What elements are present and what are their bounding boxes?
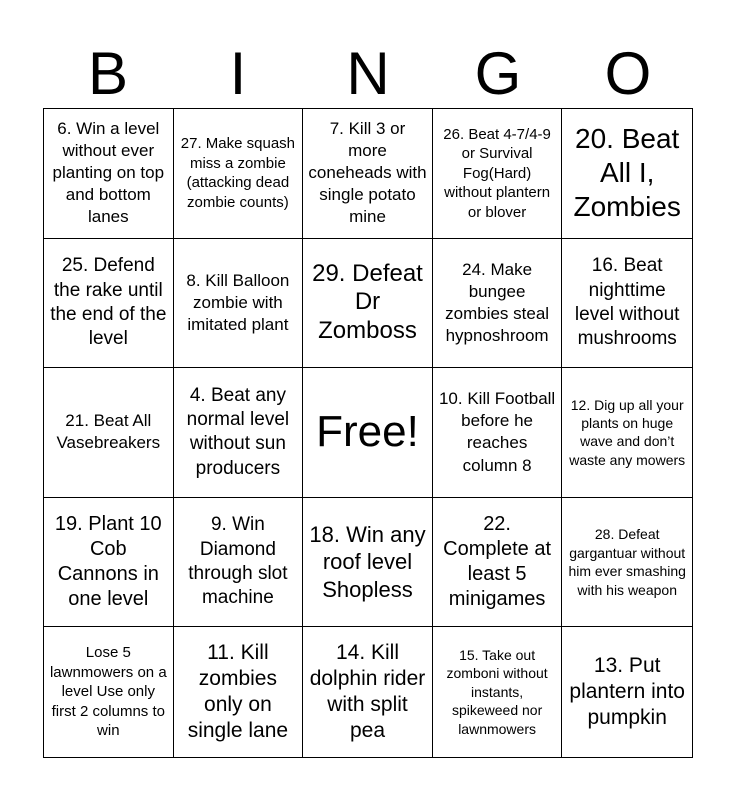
cell-text: 15. Take out zomboni without instants, spikeweed nor lawnmowers [446,647,548,737]
cell-text: 27. Make squash miss a zombie (attacking dead zombie counts) [180,135,296,211]
cell-text: 18. Win any roof level Shopless [309,522,426,602]
cell-text: Lose 5 lawnmowers on a level Use only first 2 columns to win [49,644,167,740]
bingo-cell[interactable] [433,498,563,628]
bingo-cell[interactable] [174,239,304,369]
cell-text: 16. Beat nighttime level without mushrooms [574,255,680,350]
bingo-board [43,108,693,758]
cell-text: 19. Plant 10 Cob Cannons in one level [54,512,162,611]
cell-text: 25. Defend the rake until the end of the level [50,255,167,350]
bingo-cell[interactable] [562,627,692,757]
cell-text: 29. Defeat Dr Zomboss [312,259,423,345]
header-letter-i: I [229,40,247,107]
bingo-cell[interactable] [174,627,304,757]
free-space-text: Free! [316,407,419,457]
cell-text: 4. Beat any normal level without sun producers [186,384,290,479]
bingo-cell[interactable] [433,627,563,757]
cell-text: 28. Defeat gargantuar without him ever smashing with his weapon [568,526,686,598]
cell-text: 8. Kill Balloon zombie with imitated plant [186,270,290,334]
bingo-cell[interactable] [44,368,174,498]
bingo-cell[interactable] [562,109,692,239]
bingo-cell[interactable] [303,239,433,369]
bingo-cell[interactable] [44,498,174,628]
cell-text: 6. Win a level without ever planting on top and bottom lanes [52,119,165,227]
bingo-cell[interactable] [174,109,304,239]
header-letter-n: N [346,40,390,107]
bingo-cell[interactable] [44,627,174,757]
bingo-header [43,40,693,108]
header-letter-g: G [474,40,522,107]
bingo-cell[interactable] [433,368,563,498]
cell-text: 14. Kill dolphin rider with split pea [309,640,426,743]
bingo-cell[interactable] [303,498,433,628]
cell-text: 9. Win Diamond through slot machine [188,514,288,609]
cell-text: 24. Make bungee zombies steal hypnoshroom [445,259,550,345]
header-letter-b: B [87,40,129,107]
bingo-cell[interactable] [433,109,563,239]
cell-text: 26. Beat 4-7/4-9 or Survival Fog(Hard) without plantern or blover [443,125,551,221]
bingo-cell[interactable] [562,239,692,369]
bingo-cell[interactable] [303,109,433,239]
bingo-cell[interactable] [44,109,174,239]
bingo-cell[interactable] [303,627,433,757]
cell-text: 22. Complete at least 5 minigames [443,512,552,611]
header-letter-o: O [604,40,652,107]
cell-text: 12. Dig up all your plants on huge wave and don’t waste any mowers [569,396,686,468]
cell-text: 7. Kill 3 or more coneheads with single potato mine [308,119,427,227]
cell-text: 21. Beat All Vasebreakers [56,411,161,453]
bingo-cell-free[interactable] [303,368,433,498]
cell-text: 20. Beat All I, Zombies [573,123,681,223]
bingo-cell[interactable] [562,498,692,628]
bingo-cell[interactable] [562,368,692,498]
cell-text: 10. Kill Football before he reaches column 8 [438,389,556,475]
cell-text: 11. Kill zombies only on single lane [187,640,289,743]
bingo-cell[interactable] [433,239,563,369]
bingo-cell[interactable] [174,368,304,498]
cell-text: 13. Put plantern into pumpkin [569,653,685,730]
bingo-cell[interactable] [44,239,174,369]
bingo-cell[interactable] [174,498,304,628]
